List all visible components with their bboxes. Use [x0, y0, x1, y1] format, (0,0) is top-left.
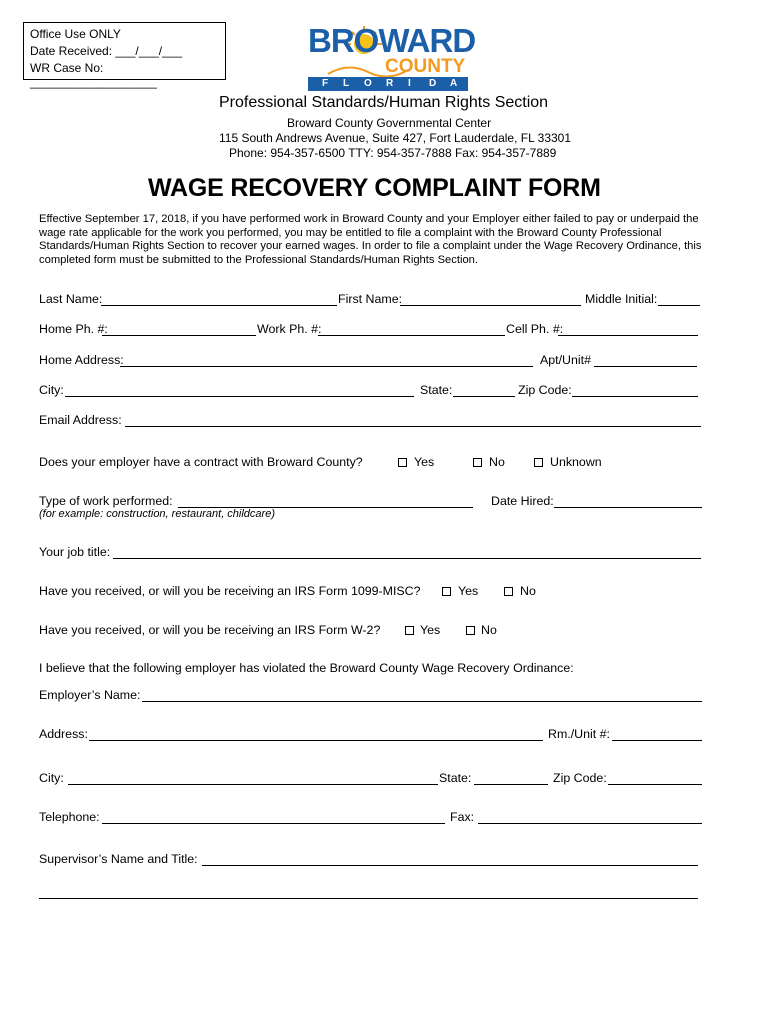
cell-phone-input[interactable] — [558, 335, 698, 336]
wr-case-no-field[interactable]: WR Case No: ___________________ — [30, 61, 157, 89]
irs-w2-question: Have you received, or will you be receiving an IRS Form W-2? — [39, 623, 381, 637]
logo-florida-letter: D — [429, 78, 437, 89]
supervisor-input-continued[interactable] — [39, 898, 698, 899]
supervisor-label: Supervisor’s Name and Title: — [39, 852, 198, 866]
irs-1099-yes-label: Yes — [458, 584, 479, 598]
home-address-input[interactable] — [120, 366, 533, 367]
center-phones: Phone: 954-357-6500 TTY: 954-357-7888 Fax: 954-357-7889 — [229, 146, 557, 160]
date-hired-input[interactable] — [554, 507, 702, 508]
telephone-input[interactable] — [102, 823, 445, 824]
center-name: Broward County Governmental Center — [287, 116, 492, 130]
zip-input[interactable] — [572, 396, 698, 397]
state-label: State: — [420, 383, 453, 397]
contract-no-checkbox[interactable] — [473, 458, 482, 467]
irs-w2-yes-checkbox[interactable] — [405, 626, 414, 635]
telephone-label: Telephone: — [39, 810, 100, 824]
violation-statement: I believe that the following employer has violated the Broward County Wage Recovery Ordinance: — [39, 661, 574, 675]
last-name-input[interactable] — [101, 305, 337, 306]
logo-florida-bar — [308, 77, 468, 91]
job-title-input[interactable] — [113, 558, 701, 559]
office-use-title: Office Use ONLY — [30, 27, 121, 41]
middle-initial-label: Middle Initial: — [585, 292, 658, 306]
city-label: City: — [39, 383, 64, 397]
center-address: 115 South Andrews Avenue, Suite 427, Fort Lauderdale, FL 33301 — [219, 131, 572, 145]
last-name-label: Last Name: — [39, 292, 103, 306]
home-phone-label: Home Ph. #: — [39, 322, 108, 336]
cell-phone-label: Cell Ph. #: — [506, 322, 564, 336]
irs-w2-no-label: No — [481, 623, 497, 637]
work-phone-input[interactable] — [318, 335, 505, 336]
contract-yes-checkbox[interactable] — [398, 458, 407, 467]
apt-unit-input[interactable] — [594, 366, 697, 367]
employer-state-input[interactable] — [474, 784, 548, 785]
date-received-field[interactable]: Date Received: ___/___/___ — [30, 44, 183, 58]
type-of-work-example: (for example: construction, restaurant, childcare) — [39, 508, 275, 520]
section-title: Professional Standards/Human Rights Section — [219, 94, 549, 111]
employer-address-input[interactable] — [89, 740, 543, 741]
broward-county-logo — [308, 22, 476, 94]
irs-1099-yes-checkbox[interactable] — [442, 587, 451, 596]
date-hired-label: Date Hired: — [491, 494, 554, 508]
logo-florida-letter: F — [322, 78, 329, 89]
home-phone-input[interactable] — [102, 335, 256, 336]
irs-w2-yes-label: Yes — [420, 623, 441, 637]
irs-1099-question: Have you received, or will you be receiving an IRS Form 1099-MISC? — [39, 584, 421, 598]
rm-unit-input[interactable] — [612, 740, 702, 741]
zip-label: Zip Code: — [518, 383, 572, 397]
employer-zip-label: Zip Code: — [553, 771, 607, 785]
state-input[interactable] — [453, 396, 515, 397]
type-of-work-label: Type of work performed: — [39, 494, 173, 508]
contract-yes-label: Yes — [414, 455, 435, 469]
city-input[interactable] — [65, 396, 414, 397]
logo-florida-letter: O — [364, 78, 372, 89]
employer-zip-input[interactable] — [608, 784, 702, 785]
email-input[interactable] — [125, 426, 701, 427]
first-name-input[interactable] — [400, 305, 581, 306]
supervisor-input[interactable] — [202, 865, 698, 866]
employer-city-label: City: — [39, 771, 64, 785]
fax-input[interactable] — [478, 823, 702, 824]
logo-florida-letter: R — [386, 78, 394, 89]
irs-1099-no-checkbox[interactable] — [504, 587, 513, 596]
apt-unit-label: Apt/Unit# — [540, 353, 591, 367]
contract-question: Does your employer have a contract with Broward County? — [39, 455, 363, 469]
contract-unknown-checkbox[interactable] — [534, 458, 543, 467]
home-address-label: Home Address: — [39, 353, 124, 367]
first-name-label: First Name: — [338, 292, 403, 306]
form-title: WAGE RECOVERY COMPLAINT FORM — [148, 174, 601, 202]
irs-1099-no-label: No — [520, 584, 536, 598]
job-title-label: Your job title: — [39, 545, 111, 559]
office-use-box — [23, 22, 226, 89]
logo-florida-letter: I — [408, 78, 411, 89]
employer-name-input[interactable] — [142, 701, 702, 702]
email-label: Email Address: — [39, 413, 122, 427]
employer-address-label: Address: — [39, 727, 88, 741]
logo-florida-letter: A — [450, 78, 458, 89]
logo-broward-text: BROWARD — [308, 22, 476, 59]
intro-paragraph: Effective September 17, 2018, if you have performed work in Broward County and your Employer either failed to pay or underpaid the wage rate applicable for the work you performed, you may be entitled to file a complaint with the Broward County Professional Standards/Human Rights Section to recover your earned wages. In order to file a complaint under the Wage Recovery Ordinance, this completed form must be submitted to the Professional Standards/Human Rights Section. — [39, 213, 702, 266]
irs-w2-no-checkbox[interactable] — [466, 626, 475, 635]
fax-label: Fax: — [450, 810, 475, 824]
rm-unit-label: Rm./Unit #: — [548, 727, 610, 741]
middle-initial-input[interactable] — [658, 305, 700, 306]
logo-florida-letter: L — [343, 78, 350, 89]
contract-no-label: No — [489, 455, 505, 469]
employer-city-input[interactable] — [68, 784, 438, 785]
employer-name-label: Employer’s Name: — [39, 688, 141, 702]
logo-county-text: COUNTY — [385, 56, 466, 77]
work-phone-label: Work Ph. #: — [257, 322, 322, 336]
contract-unknown-label: Unknown — [550, 455, 602, 469]
employer-state-label: State: — [439, 771, 472, 785]
